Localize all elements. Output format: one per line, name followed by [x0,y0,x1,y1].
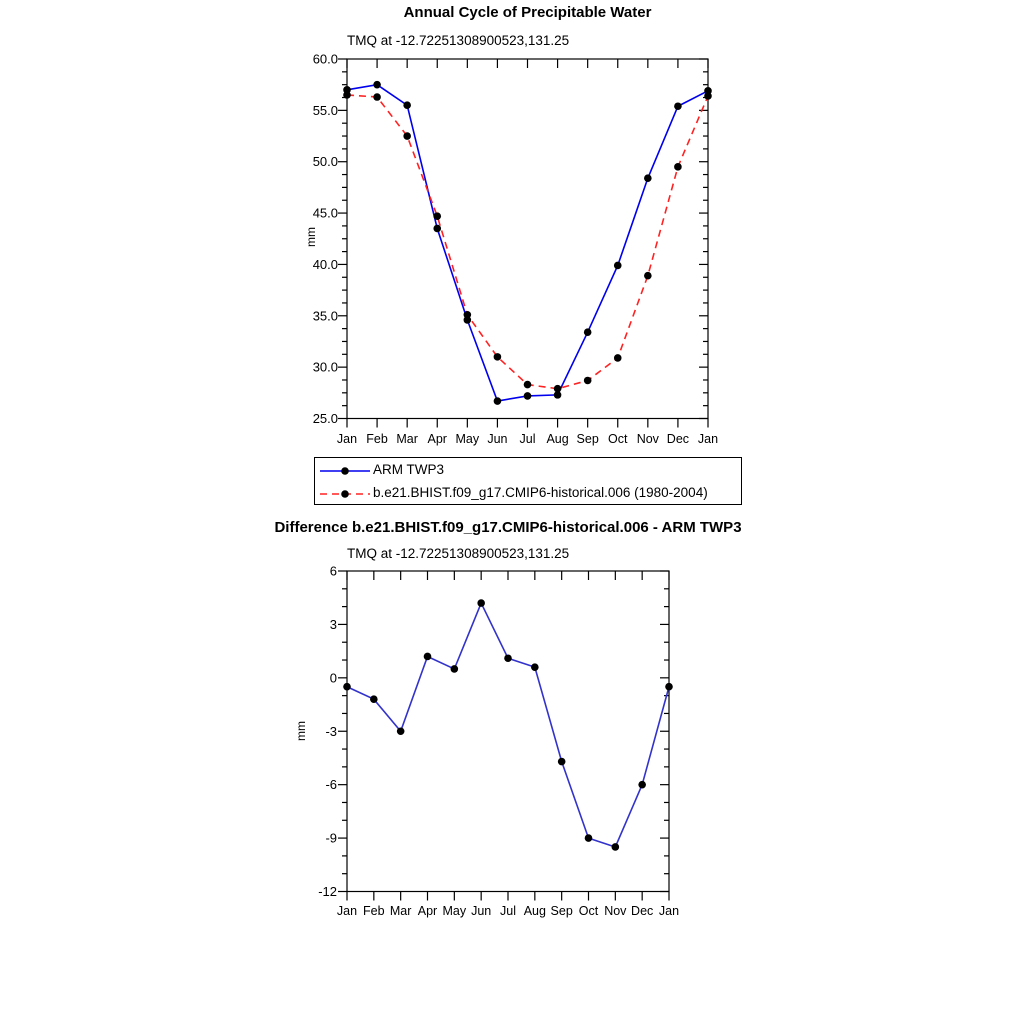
svg-text:Oct: Oct [578,904,599,918]
red-dashed-line-marker-icon [319,487,371,499]
svg-text:60.0: 60.0 [312,51,338,67]
svg-text:Jan: Jan [658,904,680,918]
legend [314,457,742,505]
annual-cycle-subtitle: TMQ at -12.72251308900523,131.25 [347,33,570,48]
svg-text:Dec: Dec [631,904,654,918]
svg-text:Jul: Jul [500,904,516,918]
svg-text:Jan: Jan [336,904,358,918]
svg-text:Mar: Mar [389,904,412,918]
svg-text:Jan: Jan [336,432,358,446]
svg-text:Apr: Apr [417,904,438,918]
svg-text:Jun: Jun [487,432,508,446]
svg-text:Aug: Aug [546,432,569,446]
svg-text:50.0: 50.0 [312,154,338,170]
legend-entry-model [315,481,741,504]
svg-text:30.0: 30.0 [312,359,338,375]
svg-text:45.0: 45.0 [312,205,338,221]
svg-text:3: 3 [329,616,337,632]
annual-cycle-y-axis-label: mm [304,227,318,247]
svg-text:6: 6 [329,563,337,579]
svg-text:-9: -9 [325,830,337,846]
svg-text:May: May [442,904,467,918]
svg-text:-6: -6 [325,777,337,793]
legend-label-arm-twp3: ARM TWP3 [373,462,445,477]
legend-label-model: b.e21.BHIST.f09_g17.CMIP6-historical.006 (1980-2004) [373,485,708,500]
svg-text:25.0: 25.0 [312,411,338,426]
svg-text:-3: -3 [325,723,337,739]
svg-text:35.0: 35.0 [312,308,338,324]
difference-title: Difference b.e21.BHIST.f09_g17.CMIP6-historical.006 - ARM TWP3 [274,519,742,536]
svg-text:Jan: Jan [697,432,719,446]
svg-text:Apr: Apr [427,432,447,446]
annual-cycle-title: Annual Cycle of Precipitable Water [403,4,652,21]
svg-text:40.0: 40.0 [312,256,338,272]
svg-text:Feb: Feb [363,904,385,918]
svg-text:Nov: Nov [604,904,627,918]
difference-subtitle: TMQ at -12.72251308900523,131.25 [347,546,570,561]
svg-text:Nov: Nov [636,432,659,446]
svg-text:Oct: Oct [608,432,628,446]
difference-y-axis-label: mm [294,721,308,741]
svg-text:Jul: Jul [519,432,536,446]
svg-text:Sep: Sep [576,432,599,446]
svg-text:0: 0 [329,670,337,686]
legend-entry-arm-twp3 [315,458,741,481]
svg-text:Feb: Feb [366,432,388,446]
svg-text:May: May [455,432,480,446]
svg-text:Jun: Jun [471,904,492,918]
svg-text:55.0: 55.0 [312,102,338,118]
svg-text:Sep: Sep [550,904,573,918]
svg-text:Dec: Dec [666,432,690,446]
svg-text:Aug: Aug [523,904,546,918]
svg-text:-12: -12 [318,884,337,899]
svg-text:Mar: Mar [396,432,418,446]
blue-solid-line-marker-icon [319,464,371,476]
